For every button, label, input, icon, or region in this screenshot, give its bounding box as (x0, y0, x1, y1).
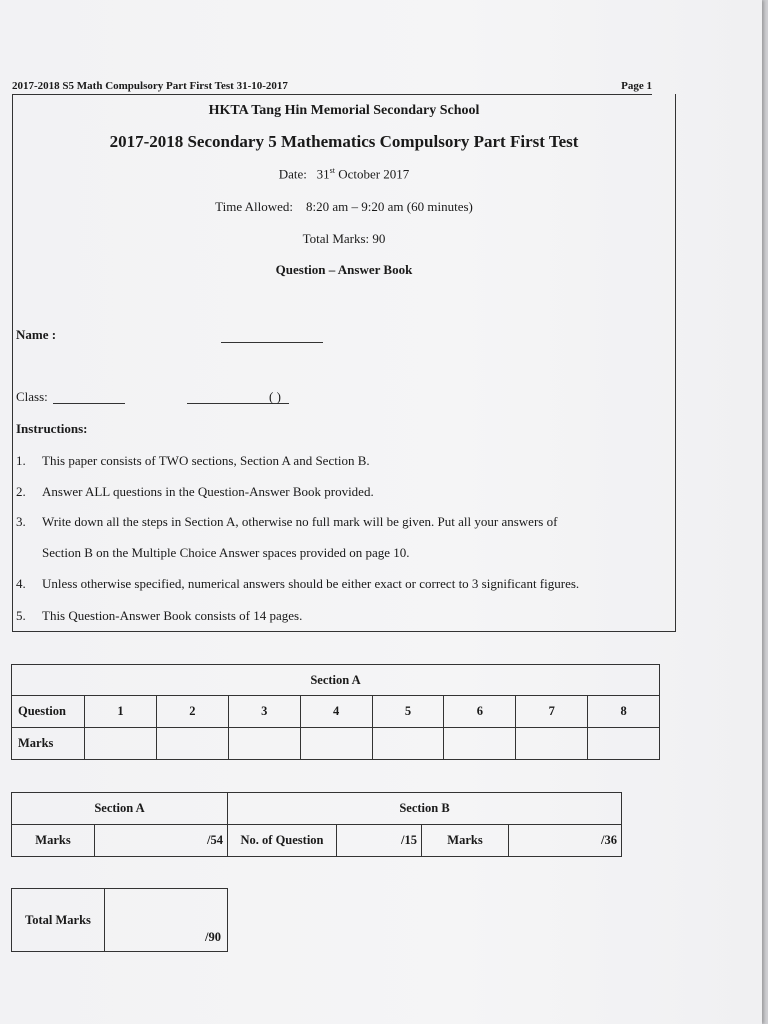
section-b-max: /36 (509, 825, 622, 857)
instruction-number: 5. (16, 608, 26, 623)
marks-cell (372, 728, 444, 760)
section-b-count-max: /15 (337, 825, 422, 857)
time-allowed (13, 199, 675, 215)
instruction-text: Section B on the Multiple Choice Answer spaces provided on page 10. (42, 545, 410, 560)
time-value: 8:20 am – 9:20 am (60 minutes) (306, 199, 473, 214)
question-number: 8 (588, 696, 660, 728)
instruction-number: 2. (16, 484, 26, 499)
summary-table (11, 792, 622, 857)
section-a-title: Section A (12, 665, 660, 696)
date-day: 31 (316, 166, 330, 182)
total-marks-label: Total Marks (12, 889, 105, 952)
date-rest: October 2017 (338, 166, 410, 182)
marks-cell (300, 728, 372, 760)
question-number: 2 (156, 696, 228, 728)
cover-box (12, 94, 676, 632)
total-marks-max: /90 (205, 930, 221, 944)
date-suffix: st (329, 166, 335, 175)
total-marks: Total Marks: 90 (302, 231, 386, 246)
marks-cell (444, 728, 516, 760)
total-marks-cell (105, 889, 228, 952)
class-field (16, 389, 48, 405)
question-number: 7 (516, 696, 588, 728)
summary-section-b: Section B (228, 793, 622, 825)
school-name: HKTA Tang Hin Memorial Secondary School (208, 103, 480, 118)
section-a-max: /54 (95, 825, 228, 857)
instruction-number: 1. (16, 453, 26, 468)
name-line (221, 342, 323, 343)
marks-cell (156, 728, 228, 760)
question-number: 6 (444, 696, 516, 728)
instruction-number: 3. (16, 514, 26, 529)
marks-label: Marks (12, 728, 85, 760)
marks-cell (516, 728, 588, 760)
test-title: 2017-2018 Secondary 5 Mathematics Compulsory Part First Test (109, 132, 579, 151)
section-b-marks-label: Marks (422, 825, 509, 857)
instruction-text: Answer ALL questions in the Question-Answer Book provided. (42, 484, 374, 499)
test-date (13, 166, 675, 182)
instruction-text: This Question-Answer Book consists of 14 pages. (42, 608, 303, 623)
question-number: 1 (85, 696, 157, 728)
question-row (12, 696, 660, 728)
class-label: Class: (16, 389, 48, 404)
question-number: 3 (228, 696, 300, 728)
class-number-paren: ( ) (269, 389, 281, 404)
date-label: Date: (278, 166, 307, 182)
section-a-marks-table (11, 664, 660, 760)
name-label: Name : (16, 327, 57, 342)
instruction-text: Write down all the steps in Section A, otherwise no full mark will be given. Put all your answers of (42, 514, 558, 529)
instruction-text: Unless otherwise specified, numerical answers should be either exact or correct to 3 significant figures. (42, 576, 580, 591)
marks-row (12, 728, 660, 760)
question-number: 4 (300, 696, 372, 728)
marks-cell (228, 728, 300, 760)
header-test-name: 2017-2018 S5 Math Compulsory Part First Test 31-10-2017 (12, 80, 288, 92)
instructions-heading: Instructions: (16, 421, 88, 436)
class-line (53, 403, 125, 404)
time-label: Time Allowed: (215, 199, 294, 214)
marks-cell (588, 728, 660, 760)
instruction-text: This paper consists of TWO sections, Section A and Section B. (42, 453, 370, 468)
question-label: Question (12, 696, 85, 728)
book-type: Question – Answer Book (275, 262, 413, 277)
page-number: Page 1 (621, 80, 652, 92)
summary-section-a: Section A (12, 793, 228, 825)
section-a-marks-label: Marks (12, 825, 95, 857)
name-field (16, 327, 56, 343)
instruction-number: 4. (16, 576, 26, 591)
no-of-question-label: No. of Question (228, 825, 337, 857)
question-number: 5 (372, 696, 444, 728)
marks-cell (85, 728, 157, 760)
total-marks-table (11, 888, 228, 952)
